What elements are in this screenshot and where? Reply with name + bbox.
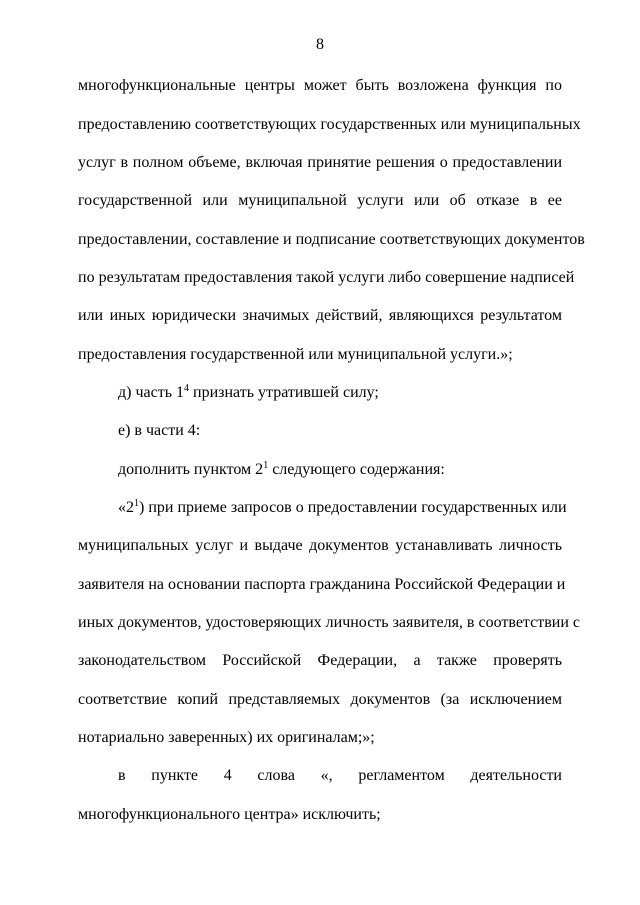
quote-text: ) при приеме запросов о предоставлении государственных или — [139, 499, 567, 516]
text-line: услуг в полном объеме, включая принятие решения о предоставлении — [78, 154, 562, 171]
quote-line: иных документов, удостоверяющих личность заявителя, в соответствии с — [78, 614, 580, 631]
text-line: по результатам предоставления такой услуги либо совершение надписей — [78, 269, 575, 286]
quote-first-line — [118, 498, 567, 518]
supplement-line — [118, 460, 562, 480]
text-line: предоставлении, составление и подписание соответствующих документов — [78, 231, 585, 248]
superscript: 1 — [134, 498, 139, 509]
quote-line: соответствие копий представляемых документов (за исключением — [78, 691, 562, 708]
item-e: е) в части 4: — [118, 422, 201, 439]
item4-line: многофункционального центра» исключить; — [78, 806, 381, 823]
supplement-text: следующего содержания: — [268, 461, 445, 478]
text-line: или иных юридически значимых действий, являющихся результатом — [78, 307, 562, 324]
quote-line: законодательством Российской Федерации, а также проверять — [78, 652, 562, 669]
superscript: 1 — [263, 460, 269, 471]
quote-text: «2 — [118, 499, 134, 516]
text-line: многофункциональные центры может быть возложена функция по — [78, 77, 562, 94]
text-line: государственной или муниципальной услуги или об отказе в ее — [78, 192, 562, 209]
quote-line: муниципальных услуг и выдаче документов устанавливать личность — [78, 537, 562, 554]
text-line: предоставления государственной или муниципальной услуги.»; — [78, 346, 513, 363]
page-number: 8 — [316, 36, 324, 53]
item-d — [118, 383, 562, 403]
supplement-text: дополнить пунктом 2 — [118, 461, 264, 478]
quote-line: заявителя на основании паспорта гражданина Российской Федерации и — [78, 576, 566, 593]
superscript: 4 — [184, 383, 190, 394]
item-d-text: д) часть 1 — [118, 384, 185, 401]
item4-line: в пункте 4 слова «, регламентом деятельности — [118, 767, 562, 784]
quote-line: нотариально заверенных) их оригиналам;»; — [78, 729, 375, 746]
text-line: предоставлению соответствующих государственных или муниципальных — [78, 116, 581, 133]
item-d-text: признать утратившей силу; — [189, 384, 379, 401]
